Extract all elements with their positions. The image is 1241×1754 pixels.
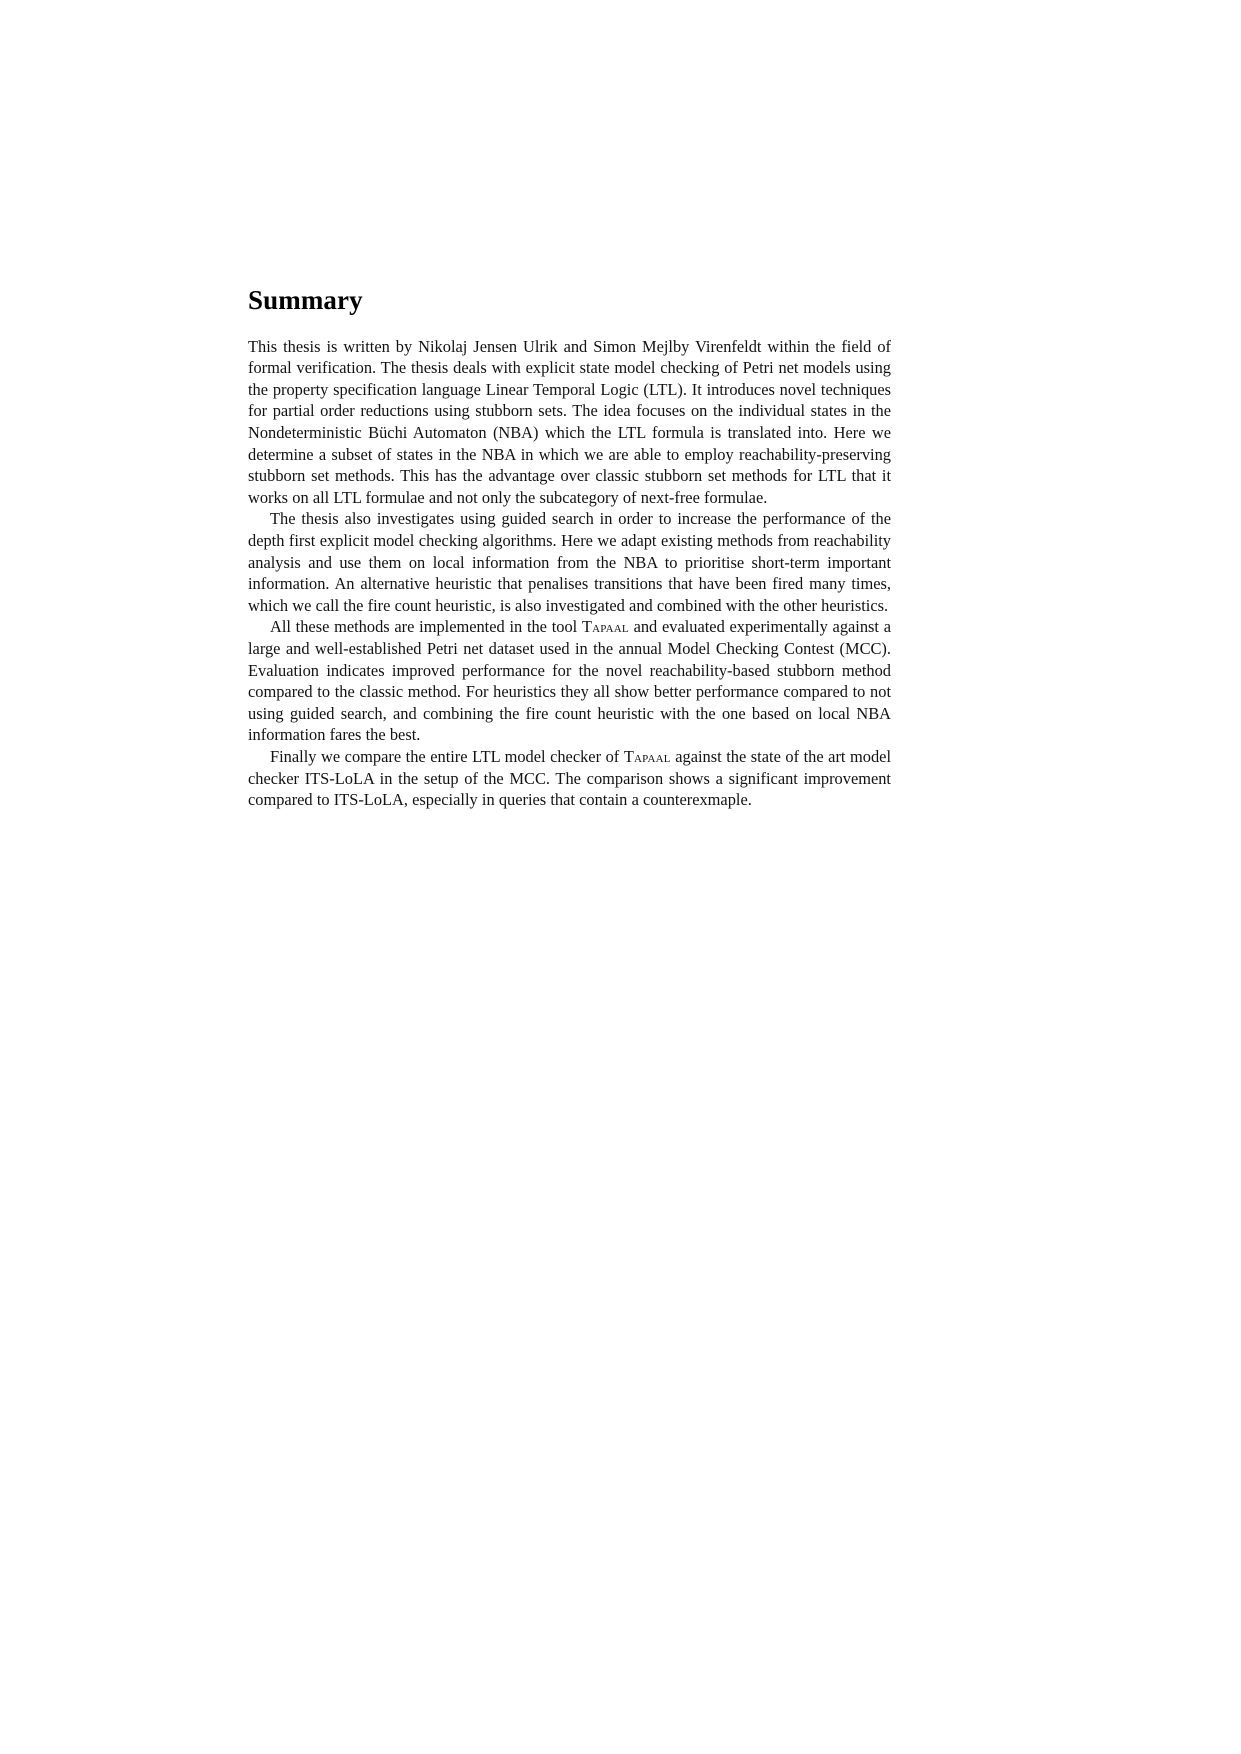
tool-name-smallcaps: Tapaal [581, 617, 629, 637]
page-content [248, 286, 891, 811]
page-title: Summary [248, 285, 363, 315]
paragraph-guided-search: The thesis also investigates using guided search in order to increase the performance of the depth first explicit model checking algorithms. Here we adapt existing methods from reachability analysis and use them on local information from the NBA to prioritise short-term important information. An alternative heuristic that penalises transitions that have been fired many times, which we call the fire count heuristic, is also investigated and combined with the other heuristics. [248, 509, 891, 615]
summary-body [248, 336, 891, 811]
paragraph-comparison: Finally we compare the entire LTL model checker of Tapaal against the state of the art model checker ITS-LoLA in the setup of the MCC. The comparison shows a significant improvement compared to ITS-LoLA, especially in queries that contain a counterexmaple. [248, 746, 891, 810]
paragraph-intro: This thesis is written by Nikolaj Jensen Ulrik and Simon Mejlby Virenfeldt within the field of formal verification. The thesis deals with explicit state model checking of Petri net models using the property specification language Linear Temporal Logic (LTL). It introduces novel techniques for partial order reductions using stubborn sets. The idea focuses on the individual states in the Nondeterministic Büchi Automaton (NBA) which the LTL formula is translated into. Here we determine a subset of states in the NBA in which we are able to employ reachability-preserving stubborn set methods. This has the advantage over classic stubborn set methods for LTL that it works on all LTL formulae and not only the subcategory of next-free formulae. [248, 336, 891, 507]
tool-name-smallcaps: Tapaal [623, 746, 671, 766]
paragraph-implementation: All these methods are implemented in the tool Tapaal and evaluated experimentally against a large and well-established Petri net dataset used in the annual Model Checking Contest (MCC). Evaluation indicates improved performance for the novel reachability-based stubborn method compared to the classic method. For heuristics they all show better performance compared to not using guided search, and combining the fire count heuristic with the one based on local NBA information fares the best. [248, 617, 891, 745]
